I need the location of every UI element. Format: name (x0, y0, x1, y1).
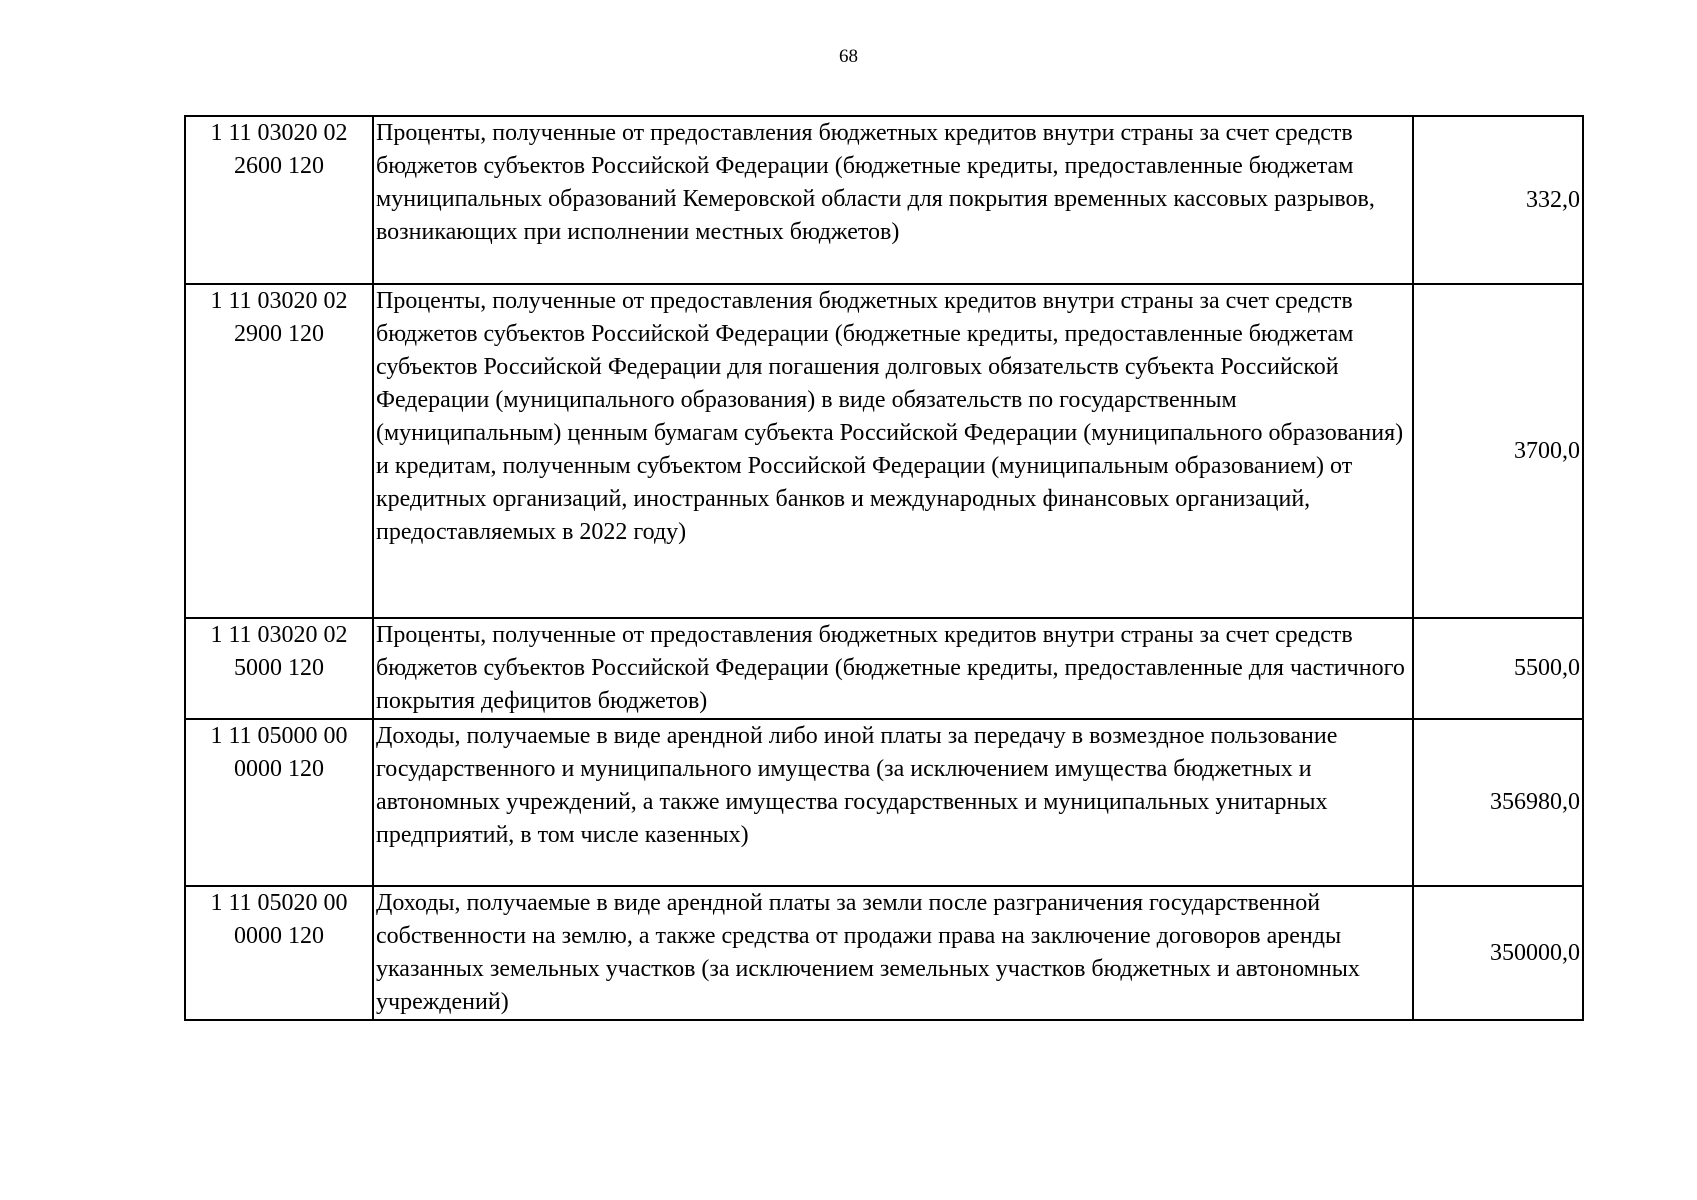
table-row (185, 116, 1583, 284)
revenue-table (184, 115, 1584, 1021)
description-cell: Проценты, полученные от предоставления бюджетных кредитов внутри страны за счет средств бюджетов субъектов Российской Федерации (бюджетные кредиты, предоставленные для частичного покрытия дефицитов бюджетов) (373, 618, 1413, 719)
budget-code-line: 1 11 05020 00 (210, 890, 348, 916)
budget-code-line: 1 11 03020 02 (210, 622, 348, 648)
budget-code-cell (185, 719, 373, 886)
table-row (185, 886, 1583, 1020)
amount-cell: 5500,0 (1413, 618, 1583, 719)
table-row (185, 618, 1583, 719)
budget-code-line: 2600 120 (234, 153, 324, 179)
amount-cell: 332,0 (1413, 116, 1583, 284)
budget-code-line: 1 11 03020 02 (210, 120, 348, 146)
amount-cell: 3700,0 (1413, 284, 1583, 618)
table-row (185, 719, 1583, 886)
table-row (185, 284, 1583, 618)
description-cell: Проценты, полученные от предоставления бюджетных кредитов внутри страны за счет средств бюджетов субъектов Российской Федерации (бюджетные кредиты, предоставленные бюджетам муниципальных образований Кемеровской области для покрытия временных кассовых разрывов, возникающих при исполнении местных бюджетов) (373, 116, 1413, 284)
budget-code-line: 0000 120 (234, 923, 324, 949)
budget-code-line: 2900 120 (234, 321, 324, 347)
budget-code-cell (185, 618, 373, 719)
budget-code-line: 5000 120 (234, 655, 324, 681)
amount-cell: 356980,0 (1413, 719, 1583, 886)
budget-code-cell (185, 116, 373, 284)
budget-code-line: 0000 120 (234, 756, 324, 782)
budget-code-cell (185, 886, 373, 1020)
description-cell: Доходы, получаемые в виде арендной платы за земли после разграничения государственной собственности на землю, а также средства от продажи права на заключение договоров аренды указанных земельных участков (за исключением земельных участков бюджетных и автономных учреждений) (373, 886, 1413, 1020)
description-cell: Проценты, полученные от предоставления бюджетных кредитов внутри страны за счет средств бюджетов субъектов Российской Федерации (бюджетные кредиты, предоставленные бюджетам субъектов Российской Федерации для погашения долговых обязательств субъекта Российской Федерации (муниципального образования) в виде обязательств по государственным (муниципальным) ценным бумагам субъекта Российской Федерации (муниципального образования) и кредитам, полученным субъектом Российской Федерации (муниципальным образованием) от кредитных организаций, иностранных банков и международных финансовых организаций, предоставляемых в 2022 году) (373, 284, 1413, 618)
page-number: 68 (839, 46, 858, 67)
budget-code-cell (185, 284, 373, 618)
amount-cell: 350000,0 (1413, 886, 1583, 1020)
budget-code-line: 1 11 03020 02 (210, 288, 348, 314)
description-cell: Доходы, получаемые в виде арендной либо иной платы за передачу в возмездное пользование государственного и муниципального имущества (за исключением имущества бюджетных и автономных учреждений, а также имущества государственных и муниципальных унитарных предприятий, в том числе казенных) (373, 719, 1413, 886)
budget-code-line: 1 11 05000 00 (210, 723, 348, 749)
